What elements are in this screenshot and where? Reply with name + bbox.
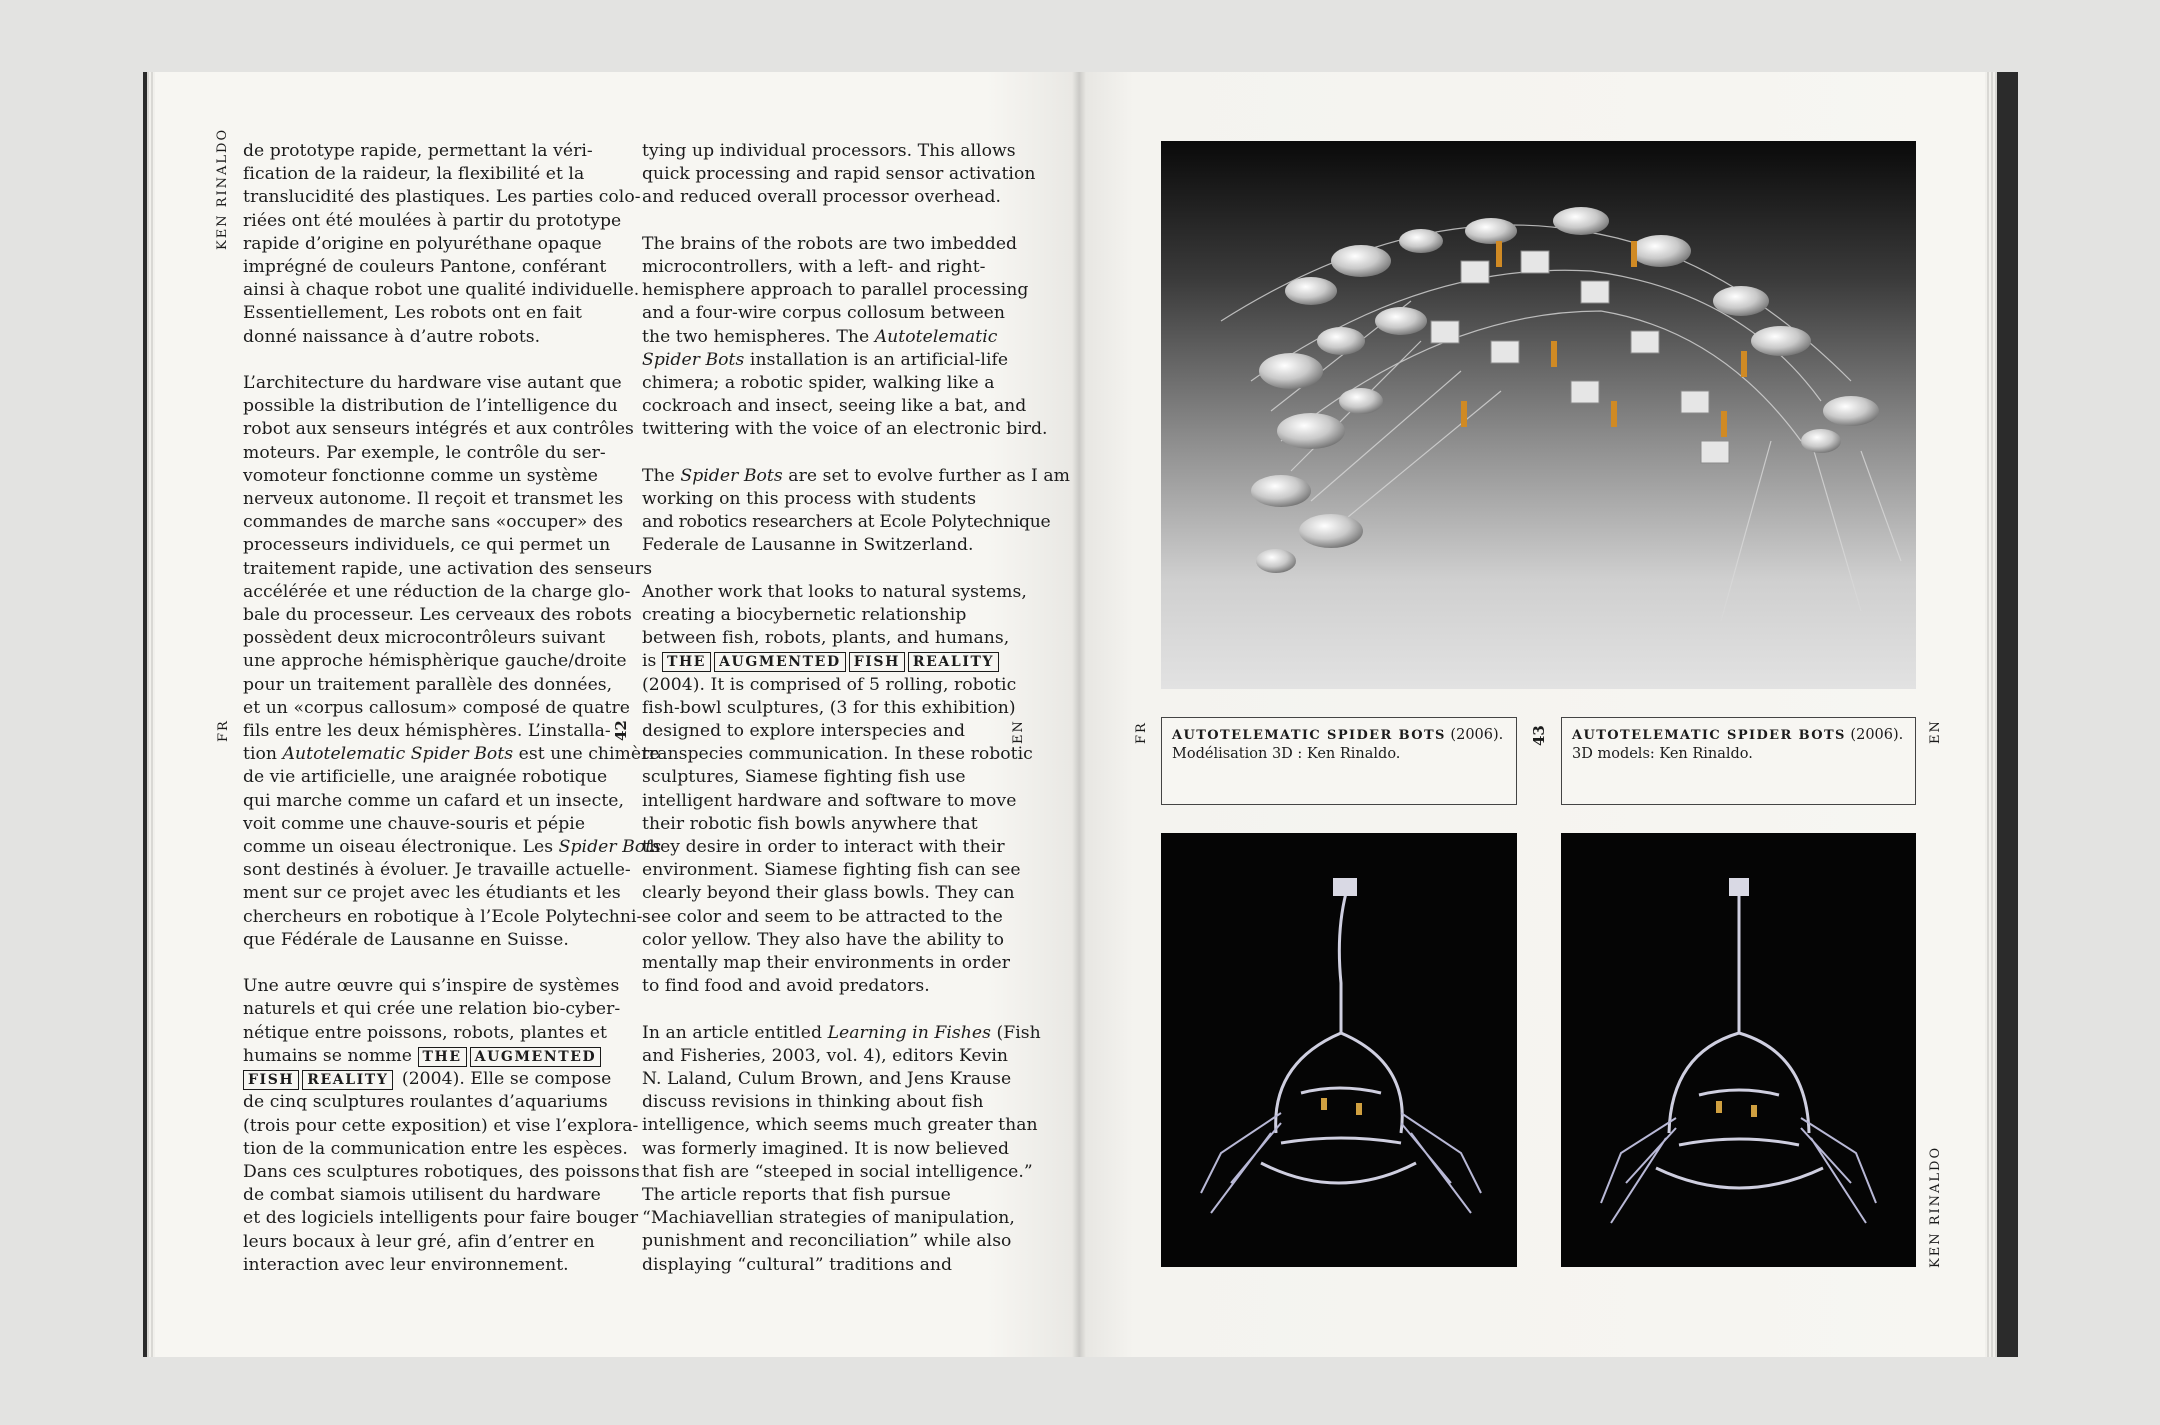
- title-tag-the: THE: [418, 1047, 467, 1067]
- fr-para-2: L’architecture du hardware vise autant que possible la distribution de l’intelligence du robot aux senseurs intégrés et aux contrôles moteurs. Par exemple, le contrôle du ser- vomoteur fonctionne comme un système nerveux autonome. Il reçoit et transmet les commandes de marche sans «occuper» des processeurs individuels, ce qui permet un traitement rapide, une activation des senseurs accélérée et une réduction de la charge glo- bale du processeur. Les cerveaux des robots possèdent deux microcontrôleurs suivant une approche hémisphèrique gauche/droite pour un traitement parallèle des données, et un «corpus callosum» composé de quatre fils entre les deux hémisphères. L’installa- tion Autotelematic Spider Bots est une chimère de vie artificielle, une araignée robotique qui marche comme un cafard et un insecte, voit comme une chauve-souris et pépie comme un oiseau électronique. Les Spider Bots sont destinés à évoluer. Je travaille actuelle- ment sur ce projet avec les étudiants et les chercheurs en robotique à l’Ecole Polytechni- que Fédérale de Lausanne en Suisse.: [243, 373, 662, 950]
- caption-fr: AUTOTELEMATIC SPIDER BOTS (2006). Modélisation 3D : Ken Rinaldo.: [1161, 717, 1517, 805]
- caption-en: AUTOTELEMATIC SPIDER BOTS (2006). 3D models: Ken Rinaldo.: [1561, 717, 1916, 805]
- page-number-left: 42: [612, 720, 630, 741]
- spider-bot-front-view-2: [1561, 833, 1916, 1267]
- fr-para-3: Une autre œuvre qui s’inspire de systèmes naturels et qui crée une relation bio-cyber- nétique entre poissons, robots, plantes et humains se nomme THE AUGMENTED FISH REALITY (2004). Elle se compose de cinq sculptures roulantes d’aquariums (trois pour cette exposition) et vise l’explora- tion de la communication entre les espèces. Dans ces sculptures robotiques, des poissons de combat siamois utilisent du hardware et des logiciels intelligents pour faire bouger leurs bocaux à leur gré, afin d’entrer en interaction avec leur environnement.: [243, 976, 640, 1275]
- title-tag-reality: REALITY: [302, 1070, 393, 1090]
- en-para-2: The brains of the robots are two imbedded microcontrollers, with a left- and right- hemisphere approach to parallel processing and a four-wire corpus collosum between the two hemispheres. The Autotelematic Spider Bots installation is an artificial-life chimera; a robotic spider, walking like a cockroach and insect, seeing like a bat, and twittering with the voice of an electronic bird.: [642, 233, 1048, 440]
- spider-bot-render: [1161, 141, 1916, 689]
- fr-para-1: de prototype rapide, permettant la véri- fication de la raideur, la flexibilité et la translucidité des plastiques. Les parties colo- riées ont été moulées à partir du prototype rapide d’origine en polyuréthane opaque imprégné de couleurs Pantone, conférant ainsi à chaque robot une qualité individuelle. Essentiellement, Les robots ont en fait donné naissance à d’autre robots.: [243, 141, 641, 347]
- en-para-3: The Spider Bots are set to evolve further as I am working on this process with students and robotics researchers at Ecole Polytechnique Federale de Lausanne in Switzerland.: [642, 465, 1070, 556]
- title-tag-fish-en: FISH: [849, 652, 905, 672]
- lang-label-en-left: EN: [1011, 719, 1026, 744]
- gutter-shadow: [1072, 72, 1086, 1357]
- french-column: [243, 140, 661, 1300]
- spider-bot-front-art-2: [1561, 833, 1916, 1267]
- lang-label-fr-right: FR: [1134, 721, 1149, 744]
- page-number-right: 43: [1530, 725, 1548, 746]
- title-tag-fish: FISH: [243, 1070, 299, 1090]
- lang-label-en-right: EN: [1928, 719, 1943, 744]
- page-edges-right: [1983, 72, 1997, 1357]
- en-para-1: tying up individual processors. This allows quick processing and rapid sensor activation and reduced overall processor overhead.: [642, 141, 1036, 208]
- spider-bot-render-art: [1161, 141, 1916, 689]
- english-column: [642, 140, 1070, 1300]
- title-tag-the-en: THE: [662, 652, 711, 672]
- title-tag-augmented: AUGMENTED: [470, 1047, 602, 1067]
- lang-label-fr-left: FR: [216, 719, 231, 742]
- spider-bot-front-view: [1161, 833, 1517, 1267]
- running-head-right: KEN RINALDO: [1928, 1145, 1943, 1268]
- en-para-5: In an article entitled Learning in Fishes (Fish and Fisheries, 2003, vol. 4), editors Kevin N. Laland, Culum Brown, and Jens Krause discuss revisions in thinking about fish intelligence, which seems much greater than was formerly imagined. It is now believed that fish are “steeped in social intelligence.” The article reports that fish pursue “Machiavellian strategies of manipulation, punishment and reconciliation” while also displaying “cultural” traditions and: [642, 1022, 1041, 1275]
- spider-bot-front-art: [1161, 833, 1517, 1267]
- title-tag-augmented-en: AUGMENTED: [714, 652, 846, 672]
- title-tag-reality-en: REALITY: [908, 652, 999, 672]
- en-para-4: Another work that looks to natural systems, creating a biocybernetic relationship between fish, robots, plants, and humans, is THE AUGMENTED FISH REALITY (2004). It is comprised of 5 rolling, robotic fish-bowl sculptures, (3 for this exhibition) designed to explore interspecies and transpecies communication. In these robotic sculptures, Siamese fighting fish use intelligent hardware and software to move their robotic fish bowls anywhere that they desire in order to interact with their environment. Siamese fighting fish can see clearly beyond their glass bowls. They can see color and seem to be attracted to the color yellow. They also have the ability to mentally map their environments in order to find food and avoid predators.: [642, 581, 1033, 997]
- running-head-left: KEN RINALDO: [215, 127, 230, 250]
